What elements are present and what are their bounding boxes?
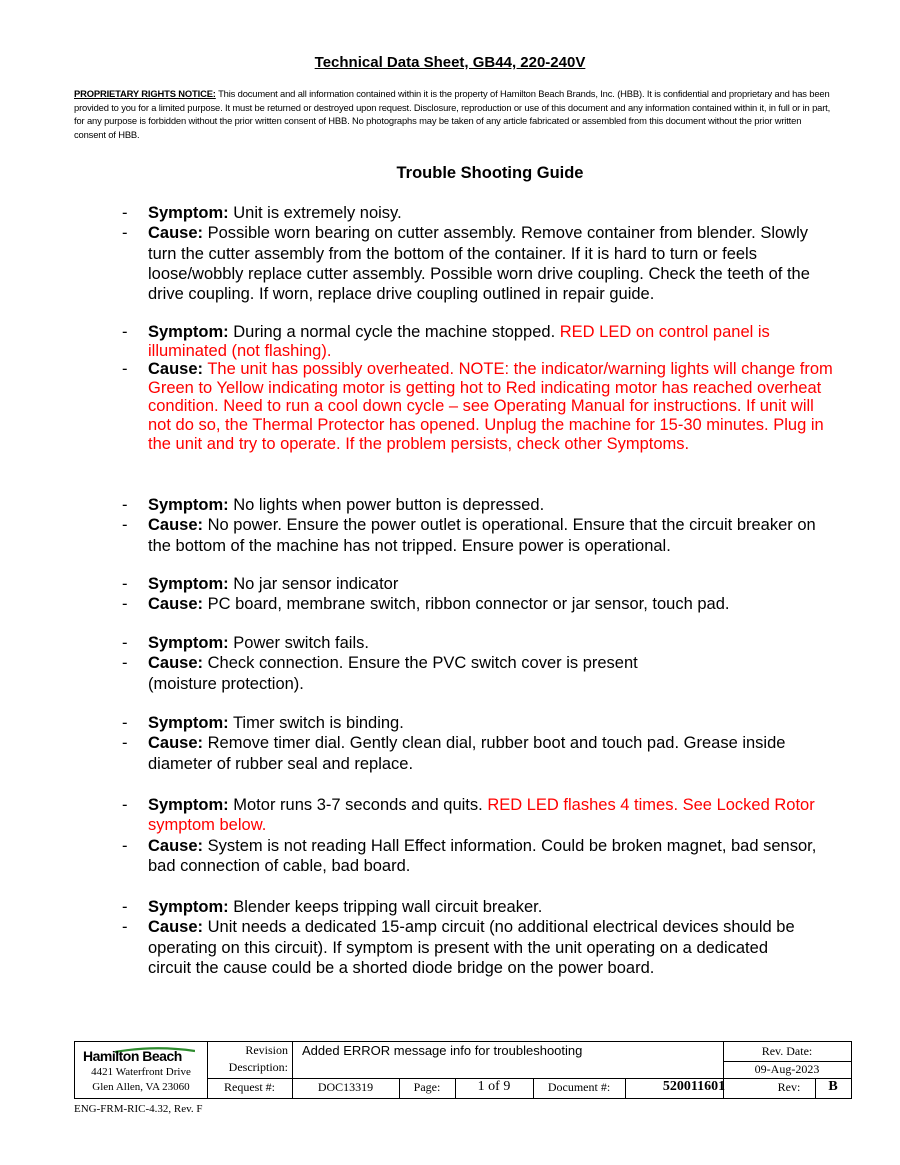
bullet-dash: - (122, 654, 128, 673)
bullet-dash: - (122, 516, 128, 535)
trouble-entry (122, 795, 837, 876)
cause-line (122, 515, 837, 556)
document-number: 520011601 (662, 1079, 726, 1094)
symptom-text: Power switch fails. (228, 634, 369, 652)
bullet-dash: - (122, 323, 128, 341)
symptom-label: Symptom: (148, 575, 229, 593)
cause-text: PC board, membrane switch, ribbon connector or jar sensor, touch pad. (203, 595, 730, 614)
revision-description: Added ERROR message info for troubleshooting (302, 1043, 583, 1058)
symptom-warning-text: RED LED on control panel is illuminated (not flashing). (148, 323, 770, 360)
page-label: Page: (413, 1080, 441, 1094)
symptom-warning-text: RED LED flashes 4 times. See Locked Rotor symptom below. (148, 796, 815, 835)
bullet-dash: - (122, 898, 128, 916)
document-title: Technical Data Sheet, GB44, 220-240V (314, 54, 586, 71)
cause-text: Check connection. Ensure the PVC switch cover is present (moisture protection). (148, 654, 638, 693)
cause-label: Cause: (148, 918, 204, 937)
company-address-line1: 4421 Waterfront Drive (91, 1066, 191, 1078)
company-logo: Hamilton Beach (83, 1048, 182, 1064)
proprietary-notice (74, 87, 834, 141)
bullet-dash: - (122, 360, 128, 379)
trouble-entry (122, 495, 837, 556)
symptom-text: Unit is extremely noisy. (228, 204, 402, 222)
cause-line (122, 653, 837, 694)
symptom-line (122, 897, 837, 917)
bullet-dash: - (122, 734, 128, 753)
form-code: ENG-FRM-RIC-4.32, Rev. F (74, 1103, 203, 1115)
cause-label: Cause: (148, 654, 204, 673)
symptom-line (122, 795, 837, 836)
footer-table (74, 1041, 852, 1099)
trouble-entry (122, 897, 837, 978)
symptom-text: Blender keeps tripping wall circuit breaker. (228, 898, 543, 916)
symptom-line (122, 495, 837, 515)
symptom-label: Symptom: (148, 204, 229, 222)
symptom-line (122, 633, 837, 653)
symptom-text: Motor runs 3-7 seconds and quits. (228, 796, 488, 814)
bullet-dash: - (122, 575, 128, 593)
bullet-dash: - (122, 714, 128, 732)
bullet-dash: - (122, 595, 128, 614)
cause-text: Remove timer dial. Gently clean dial, rubber boot and touch pad. Grease inside diameter of rubber seal and replace. (148, 734, 786, 773)
bullet-dash: - (122, 496, 128, 514)
symptom-label: Symptom: (148, 634, 229, 652)
symptom-label: Symptom: (148, 496, 229, 514)
symptom-text: During a normal cycle the machine stopped. (228, 323, 560, 341)
trouble-entry (122, 574, 837, 615)
trouble-entry (122, 323, 837, 453)
bullet-dash: - (122, 224, 128, 243)
symptom-label: Symptom: (148, 714, 229, 732)
cause-line (122, 917, 837, 978)
cause-label: Cause: (148, 224, 204, 243)
request-number: DOC13319 (317, 1080, 374, 1094)
document-label: Document #: (547, 1080, 611, 1094)
cause-line (122, 836, 837, 877)
bullet-dash: - (122, 918, 128, 937)
request-label: Request #: (224, 1080, 275, 1094)
rev-label: Rev: (777, 1080, 801, 1094)
symptom-line (122, 574, 837, 594)
cause-label: Cause: (148, 516, 204, 535)
symptom-line (122, 203, 837, 223)
revision-label: Revision (245, 1043, 288, 1057)
cause-text: No power. Ensure the power outlet is operational. Ensure that the circuit breaker on the bottom of the machine has not tripped. Ensure power is operational. (148, 516, 816, 555)
symptom-label: Symptom: (148, 323, 229, 341)
bullet-dash: - (122, 836, 128, 855)
cause-text: System is not reading Hall Effect information. Could be broken magnet, bad sensor, bad connection of cable, bad board. (148, 836, 817, 875)
cause-text: Possible worn bearing on cutter assembly. Remove container from blender. Slowly turn the cutter assembly from the bottom of the container. If it is hard to turn or feels loose/wobbly replace cutter assembly. Possible worn drive coupling. Check the teeth of the drive coupling. If worn, replace drive coupling outlined in repair guide. (148, 224, 810, 304)
cause-line (122, 360, 837, 453)
rev-date: 09-Aug-2023 (754, 1062, 820, 1076)
cause-warning-text: The unit has possibly overheated. NOTE: the indicator/warning lights will change from Green to Yellow indicating motor is getting hot to Red indicating motor has reached overheat condition. Need to run a cool down cycle – see Operating Manual for instructions. If unit will not do so, the Thermal Protector has opened. Unplug the machine for 15-30 minutes. Plug in the unit and try to operate. If the problem persists, check other Symptoms. (148, 360, 833, 453)
bullet-dash: - (122, 204, 128, 222)
page-number: 1 of 9 (477, 1079, 511, 1094)
symptom-text: No lights when power button is depressed. (228, 496, 545, 514)
company-cell (75, 1042, 207, 1098)
notice-text: This document and all information contained within it is the property of Hamilton Beach Brands, Inc. (HBB). It is confidential and proprietary and has been provided to you for a limited purpose. It must be returned or destroyed upon request. Disclosure, reproduction or use of this document and any information contained within it, in full or in part, for any purpose is forbidden without the prior written consent of HBB. No photographs may be taken of any article fabricated or assembled from this document without the prior written consent of HBB. (74, 88, 831, 140)
cause-line (122, 223, 837, 304)
symptom-line (122, 713, 837, 733)
symptom-label: Symptom: (148, 898, 229, 916)
cause-label: Cause: (148, 595, 204, 614)
guide-title: Trouble Shooting Guide (396, 164, 584, 182)
company-address-line2: Glen Allen, VA 23060 (92, 1081, 190, 1093)
trouble-entry (122, 203, 837, 304)
description-label: Description: (228, 1060, 288, 1074)
bullet-dash: - (122, 634, 128, 652)
cause-label: Cause: (148, 836, 204, 855)
notice-label: PROPRIETARY RIGHTS NOTICE: (74, 88, 216, 99)
rev-value: B (828, 1079, 838, 1094)
bullet-dash: - (122, 796, 128, 814)
symptom-line (122, 323, 837, 360)
cause-line (122, 733, 837, 774)
symptom-text: Timer switch is binding. (228, 714, 404, 732)
cause-text: Unit needs a dedicated 15-amp circuit (no additional electrical devices should be operating on this circuit). If symptom is present with the unit operating on a dedicated circuit the cause could be a shorted diode bridge on the power board. (148, 918, 795, 977)
cause-label: Cause: (148, 734, 204, 753)
cause-label: Cause: (148, 360, 204, 379)
rev-date-label: Rev. Date: (761, 1044, 813, 1058)
trouble-entry (122, 713, 837, 774)
cause-line (122, 594, 837, 614)
symptom-text: No jar sensor indicator (228, 575, 399, 593)
trouble-entry (122, 633, 837, 694)
symptom-label: Symptom: (148, 796, 229, 814)
